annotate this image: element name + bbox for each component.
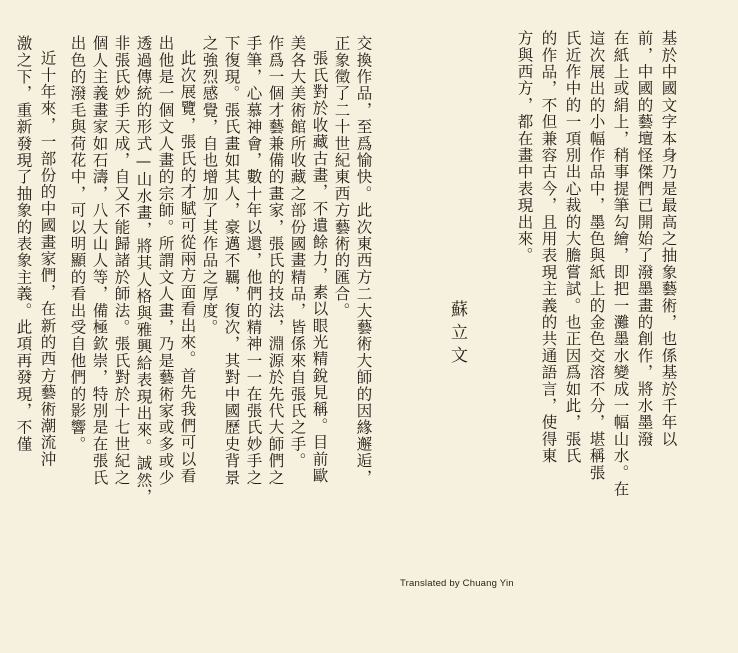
text-column: 作爲一個才藝兼備的畫家，張氏的技法，淵源於先代大師們之 [266,35,285,486]
author-signature: 蘇立文 [447,300,467,369]
text-column: 正象徵了二十世紀東西方藝術的匯合。 [332,35,351,319]
text-column: 下復現。張氏畫如其人，豪邁不羈，復次，其對中國歷史背景 [222,35,241,486]
text-column: 之強烈感覺，自也增加了其作品之厚度。 [200,35,219,336]
text-column: 這次展出的小幅作品中，墨色與紙上的金色交溶不分，堪稱張 [587,30,606,481]
translator-credit: Translated by Chuang Yin [400,578,514,589]
text-column: 張氏對於收藏古畫，不遺餘力，素以眼光精銳見稱。目前歐 [310,50,329,485]
text-column: 出色的潑毛與荷花中，可以明顯的看出受自他們的影響。 [68,35,87,453]
text-column: 此次展覽，張氏的才賦可從兩方面看出來。首先我們可以看 [178,50,197,485]
text-column: 透過傳統的形式—山水畫，將其人格與雅興給表現出來。誠然， [134,35,153,506]
text-column: 激之下，重新發現了抽象的表象主義。此項再發現，不僅 [14,35,33,453]
text-column: 前，中國的藝壇怪傑們已開始了潑墨畫的創作，將水墨潑 [635,30,654,448]
text-column: 手筆，心慕神會，數十年以還，他們的精神一一在張氏妙手之 [244,35,263,486]
text-column: 交換作品，至爲愉快。此次東西方二大藝術大師的因緣邂逅， [354,35,373,486]
text-column: 出他是一個文人畫的宗師。所謂文人畫，乃是藝術家或多或少 [156,35,175,486]
text-column: 個人主義畫家如石濤，八大山人等，備極欽崇，特別是在張氏 [90,35,109,486]
text-column: 的作品，不但兼容古今，且用表現主義的共通語言，使得東 [539,30,558,465]
text-column: 非張氏妙手天成，自又不能歸諸於師法。張氏對於十七世紀之 [112,35,131,486]
text-column: 氏近作中的一項別出心裁的大膽嘗試。也正因爲如此，張氏 [563,30,582,465]
text-column: 在紙上或絹上，稍事提筆勾繪，即把一灘墨水變成一幅山水。在 [611,30,630,498]
text-column: 方與西方，都在畫中表現出來。 [515,30,534,264]
text-column: 近十年來，一部份的中國畫家們，在新的西方藝術潮流沖 [38,50,57,468]
text-column: 美各大美術館所收藏之部份國畫精品，皆係來自張氏之手。 [288,35,307,470]
text-column: 基於中國文字本身乃是最高之抽象藝術，也係基於千年以 [659,30,678,448]
